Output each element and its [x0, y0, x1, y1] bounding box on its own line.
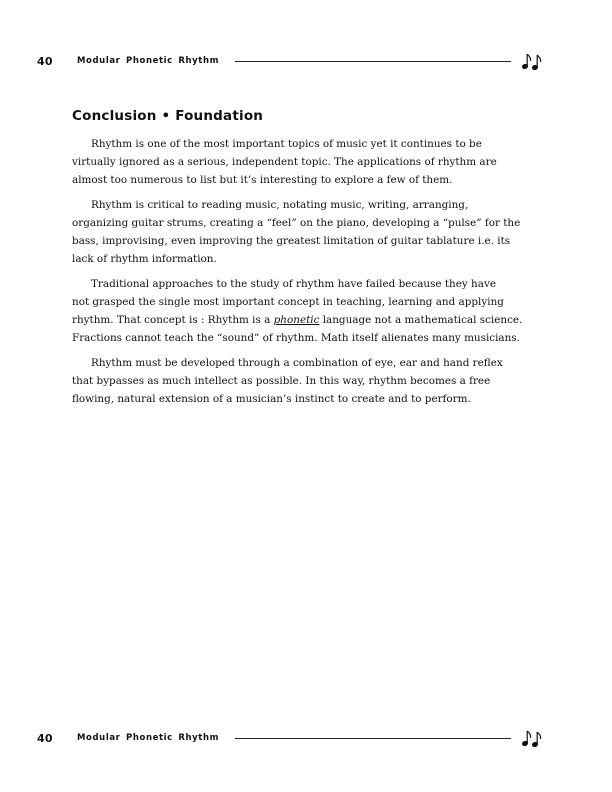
text-line: lack of rhythm information. — [72, 253, 217, 265]
emphasized-word: phonetic — [273, 314, 320, 326]
footer-rule — [235, 738, 511, 739]
text-line: flowing, natural extension of a musician’s instinct to create and to perform. — [72, 393, 471, 405]
text-line: Traditional approaches to the study of rhythm have failed because they have — [91, 278, 496, 290]
text-line — [72, 311, 523, 329]
section-heading: Conclusion • Foundation — [72, 108, 264, 124]
paragraph-2 — [72, 196, 521, 268]
text-run: language not a mathematical science. — [319, 314, 523, 326]
text-line: Fractions cannot teach the “sound” of rhythm. Math itself alienates many musicians. — [72, 332, 520, 344]
page-content — [72, 108, 523, 415]
page-number: 40 — [37, 54, 53, 68]
text-line: Rhythm must be developed through a combination of eye, ear and hand reflex — [91, 357, 503, 369]
text-line: Rhythm is critical to reading music, notating music, writing, arranging, — [91, 199, 469, 211]
text-line: virtually ignored as a serious, independent topic. The applications of rhythm are — [72, 156, 497, 168]
text-line: not grasped the single most important concept in teaching, learning and applying — [72, 296, 504, 308]
text-run: rhythm. That concept is : Rhythm is a — [72, 314, 274, 326]
text-line: bass, improvising, even improving the greatest limitation of guitar tablature i.e. its — [72, 235, 511, 247]
page-number: 40 — [37, 731, 53, 745]
footer-running-head — [37, 728, 543, 748]
double-eighth-notes-icon — [521, 729, 543, 747]
header-running-head — [37, 51, 543, 71]
text-line: organizing guitar strums, creating a “feel” on the piano, developing a “pulse” for the — [72, 217, 521, 229]
paragraph-4 — [72, 354, 512, 408]
text-line: Rhythm is one of the most important topics of music yet it continues to be — [91, 138, 482, 150]
text-line: that bypasses as much intellect as possible. In this way, rhythm becomes a free — [72, 375, 491, 387]
book-title: Modular Phonetic Rhythm — [77, 733, 220, 743]
text-line: almost too numerous to list but it’s interesting to explore a few of them. — [72, 174, 453, 186]
header-rule — [235, 61, 511, 62]
paragraph-1 — [72, 135, 512, 189]
paragraph-3 — [72, 275, 523, 347]
double-eighth-notes-icon — [521, 52, 543, 70]
book-title: Modular Phonetic Rhythm — [77, 56, 220, 66]
